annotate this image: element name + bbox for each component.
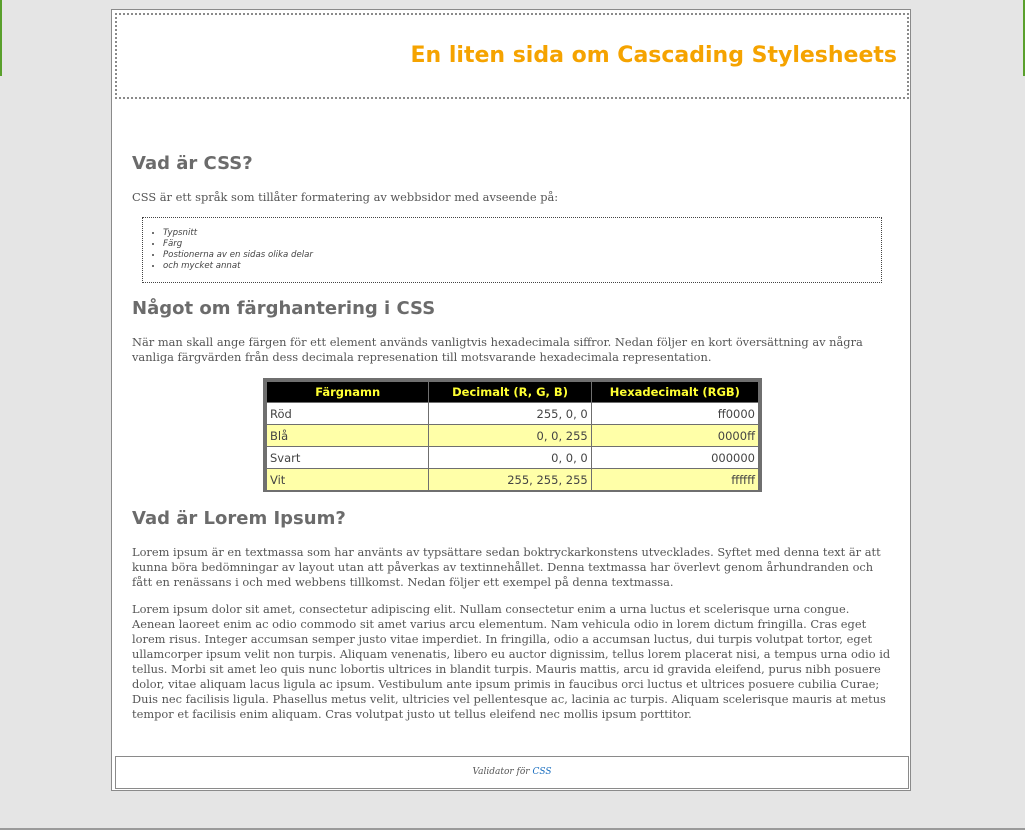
cell-hex: ffffff (591, 469, 758, 491)
heading-lorem-ipsum: Vad är Lorem Ipsum? (132, 508, 346, 529)
footer-text: Validator för (472, 767, 530, 777)
heading-what-is-css: Vad är CSS? (132, 153, 253, 174)
cell-color-name: Svart (267, 447, 429, 469)
color-table (266, 381, 759, 491)
color-intro-text: När man skall ange färgen för ett element används vanligtvis hexadecimala siffror. Nedan följer en kort översättning av några vanliga färgvärden från dess decimala represenation till motsvarande hexadecimala representation. (132, 335, 863, 364)
css-features-list (143, 228, 313, 272)
col-header-decimal: Decimalt (R, G, B) (429, 382, 591, 403)
table-header-row (267, 382, 759, 403)
css-intro-text: CSS är ett språk som tillåter formatering av webbsidor med avseende på: (132, 190, 559, 204)
cell-hex: 0000ff (591, 425, 758, 447)
list-item: • Typsnitt (163, 228, 313, 239)
lorem-sample-text: Lorem ipsum dolor sit amet, consectetur adipiscing elit. Nullam consectetur enim a urna luctus et scelerisque urna congue. Aenean laoreet enim ac odio commodo sit amet varius arcu elementum. Nam vehicula odio in lorem dictum fringilla. Cras eget lorem risus. Integer accumsan semper justo vitae imperdiet. In fringilla, odio a accumsan luctus, dui turpis volutpat tortor, eget ullamcorper ipsum velit non turpis. Aliquam venenatis, libero eu auctor dignissim, tellus lorem placerat nisi, a tempus urna odio id tellus. Morbi sit amet leo quis nunc lobortis ultrices in blandit turpis. Mauris mattis, arcu id gravida eleifend, purus nibh posuere dolor, vitae aliquam lacus ligula ac ipsum. Vestibulum ante ipsum primis in faucibus orci luctus et ultrices posuere cubilia Curae; Duis nec facilisis ligula. Phasellus metus velit, ultricies vel pellentesque ac, lacinia ac turpis. Aliquam scelerisque mauris at metus tempor et facilisis enim aliquam. Cras volutpat justo ut tellus eleifend nec mollis ipsum porttitor. (132, 602, 891, 721)
col-header-hex: Hexadecimalt (RGB) (591, 382, 758, 403)
css-features-box (142, 217, 882, 283)
page-container (111, 9, 911, 791)
table-row (267, 403, 759, 425)
heading-color-handling: Något om färghantering i CSS (132, 298, 436, 319)
col-header-name: Färgnamn (267, 382, 429, 403)
page-footer (115, 756, 909, 789)
list-item: • och mycket annat (163, 261, 313, 272)
cell-decimal: 0, 0, 255 (429, 425, 591, 447)
list-item: • Postionerna av en sidas olika delar (163, 250, 313, 261)
color-table-frame (263, 378, 762, 492)
lorem-intro-text: Lorem ipsum är en textmassa som har använts av typsättare sedan boktryckarkonstens utvecklades. Syftet med denna text är att kunna böra bedömningar av layout utan att påverkas av textinnehållet. Denna textmassa har överlevt genom århundranden och fått en renässans i och med webbens tillkomst. Nedan följer ett exempel på denna textmassa. (132, 545, 881, 589)
page-header (115, 13, 909, 99)
list-item: • Färg (163, 239, 313, 250)
table-row (267, 447, 759, 469)
table-row (267, 469, 759, 491)
table-row (267, 425, 759, 447)
cell-hex: ff0000 (591, 403, 758, 425)
cell-color-name: Blå (267, 425, 429, 447)
cell-color-name: Vit (267, 469, 429, 491)
cell-decimal: 0, 0, 0 (429, 447, 591, 469)
cell-hex: 000000 (591, 447, 758, 469)
window-edge-left (0, 0, 2, 76)
cell-decimal: 255, 0, 0 (429, 403, 591, 425)
cell-color-name: Röd (267, 403, 429, 425)
site-title: En liten sida om Cascading Stylesheets (410, 43, 897, 68)
css-validator-link[interactable]: CSS (532, 767, 552, 777)
cell-decimal: 255, 255, 255 (429, 469, 591, 491)
